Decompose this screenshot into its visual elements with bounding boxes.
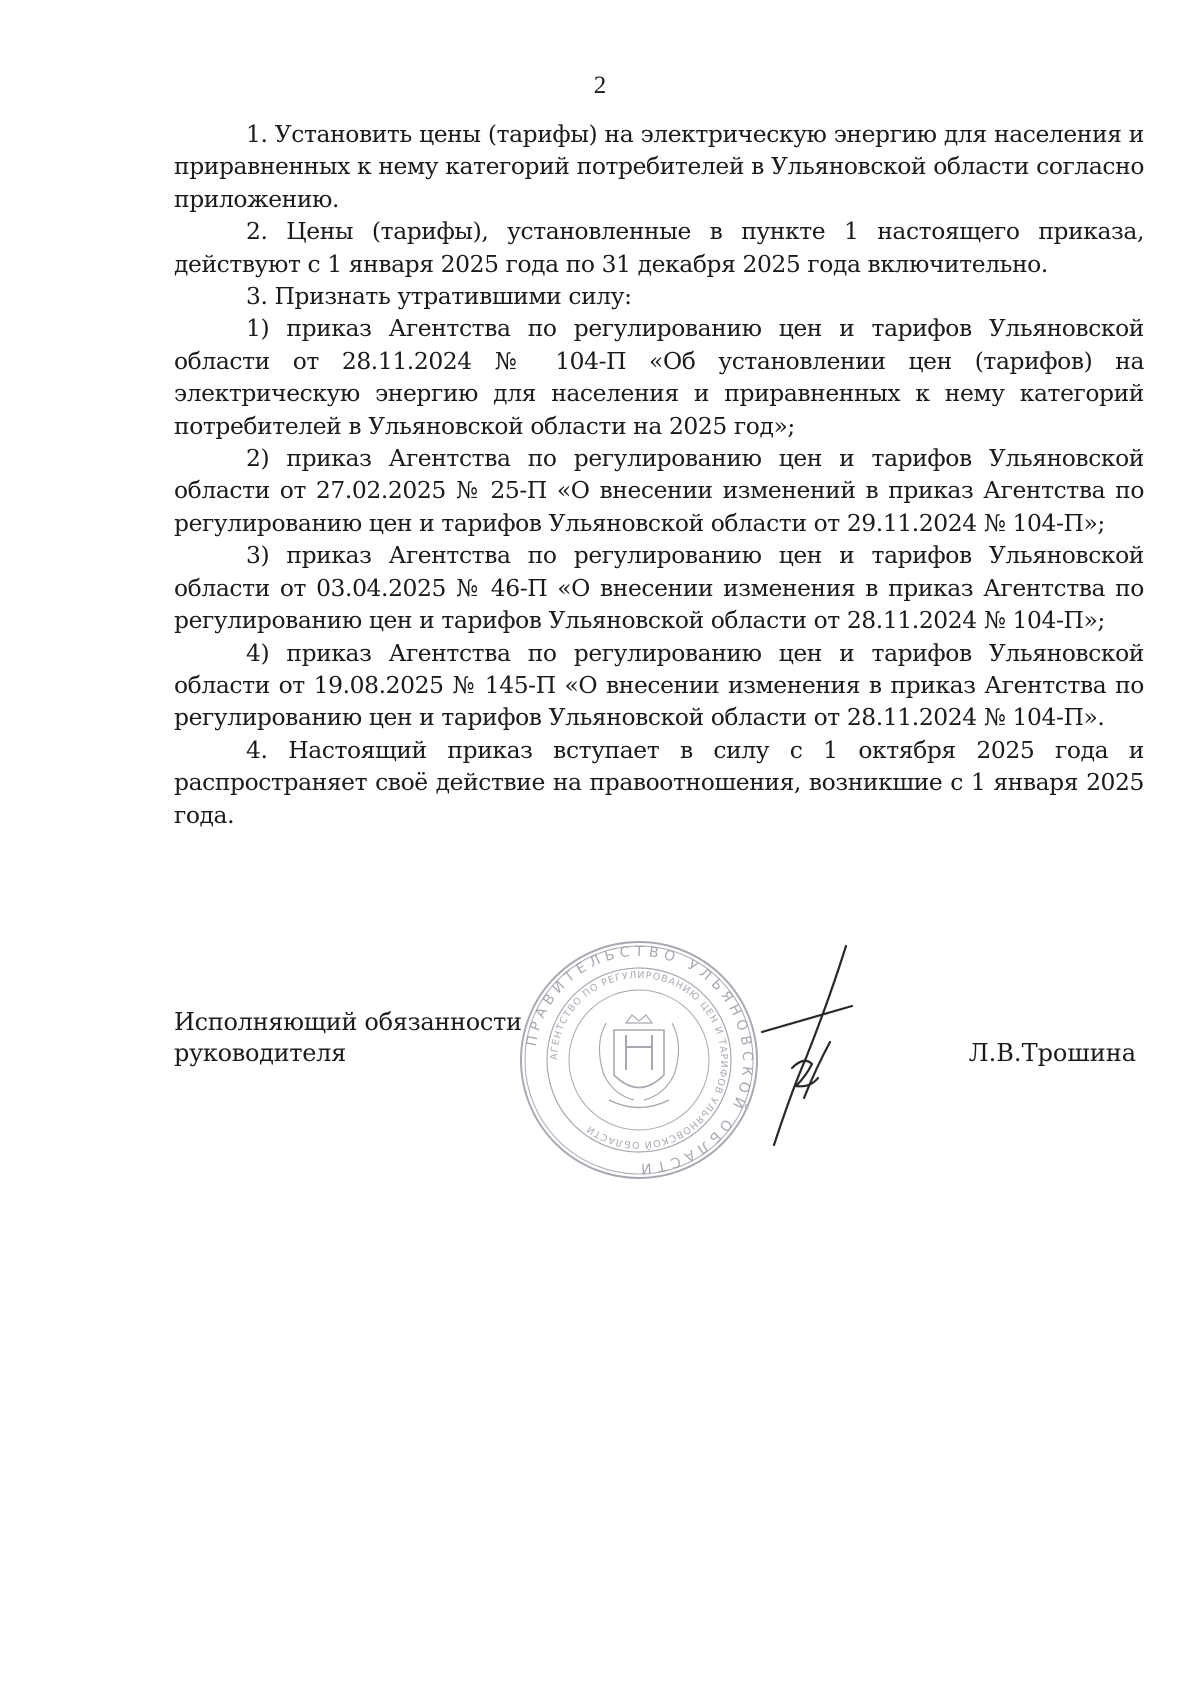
signature-block xyxy=(174,943,1144,1255)
official-seal-icon xyxy=(514,935,764,1185)
seal-inner-text: АГЕНТСТВО ПО РЕГУЛИРОВАНИЮ ЦЕН И ТАРИФОВ УЛЬЯНОВСКОЙ ОБЛАСТИ xyxy=(548,969,730,1151)
seal-outer-text: ПРАВИТЕЛЬСТВО УЛЬЯНОВСКОЙ ОБЛАСТИ xyxy=(523,943,756,1177)
signer-name: Л.В.Трошина xyxy=(968,1039,1136,1067)
paragraph-3-item-4: 4) приказ Агентства по регулированию цен и тарифов Ульяновской области от 19.08.2025 № 145-П «О внесении изменения в приказ Агентства по регулированию цен и тарифов Ульяновской области от 28.11.2024 № 104-П». xyxy=(174,638,1144,732)
svg-text:АГЕНТСТВО ПО РЕГУЛИРОВАНИЮ ЦЕН xyxy=(549,970,729,1151)
paragraph-3: 3. Признать утратившими силу: xyxy=(246,282,632,311)
document-body xyxy=(174,118,1144,831)
handwritten-signature-icon xyxy=(734,940,884,1160)
paragraph-3-item-1: 1) приказ Агентства по регулированию цен и тарифов Ульяновской области от 28.11.2024 № 104-П «Об установлении цен (тарифов) на электрическую энергию для населения и приравненных к нему категорий потребителей в Ульяновской области на 2025 год»; xyxy=(174,314,1144,440)
page-number: 2 xyxy=(593,72,607,99)
paragraph-1: 1. Установить цены (тарифы) на электрическую энергию для населения и приравненных к нему категорий потребителей в Ульяновской области согласно приложению. xyxy=(174,120,1144,213)
paragraph-3-item-3: 3) приказ Агентства по регулированию цен и тарифов Ульяновской области от 03.04.2025 № 46-П «О внесении изменения в приказ Агентства по регулированию цен и тарифов Ульяновской области от 28.11.2024 № 104-П»; xyxy=(174,541,1144,635)
paragraph-4: 4. Настоящий приказ вступает в силу с 1 октября 2025 года и распространяет своё действие на правоотношения, возникшие с 1 января 2025 года. xyxy=(174,735,1144,829)
paragraph-3-item-2: 2) приказ Агентства по регулированию цен и тарифов Ульяновской области от 27.02.2025 № 25-П «О внесении изменений в приказ Агентства по регулированию цен и тарифов Ульяновской области от 29.11.2024 № 104-П»; xyxy=(174,444,1144,537)
signer-position xyxy=(174,1007,522,1069)
paragraph-2: 2. Цены (тарифы), установленные в пункте 1 настоящего приказа, действуют с 1 января 2025 года по 31 декабря 2025 года включительно. xyxy=(174,217,1144,278)
signer-position-line-1: Исполняющий обязанности xyxy=(174,1008,522,1036)
signer-position-line-2: руководителя xyxy=(174,1039,346,1067)
